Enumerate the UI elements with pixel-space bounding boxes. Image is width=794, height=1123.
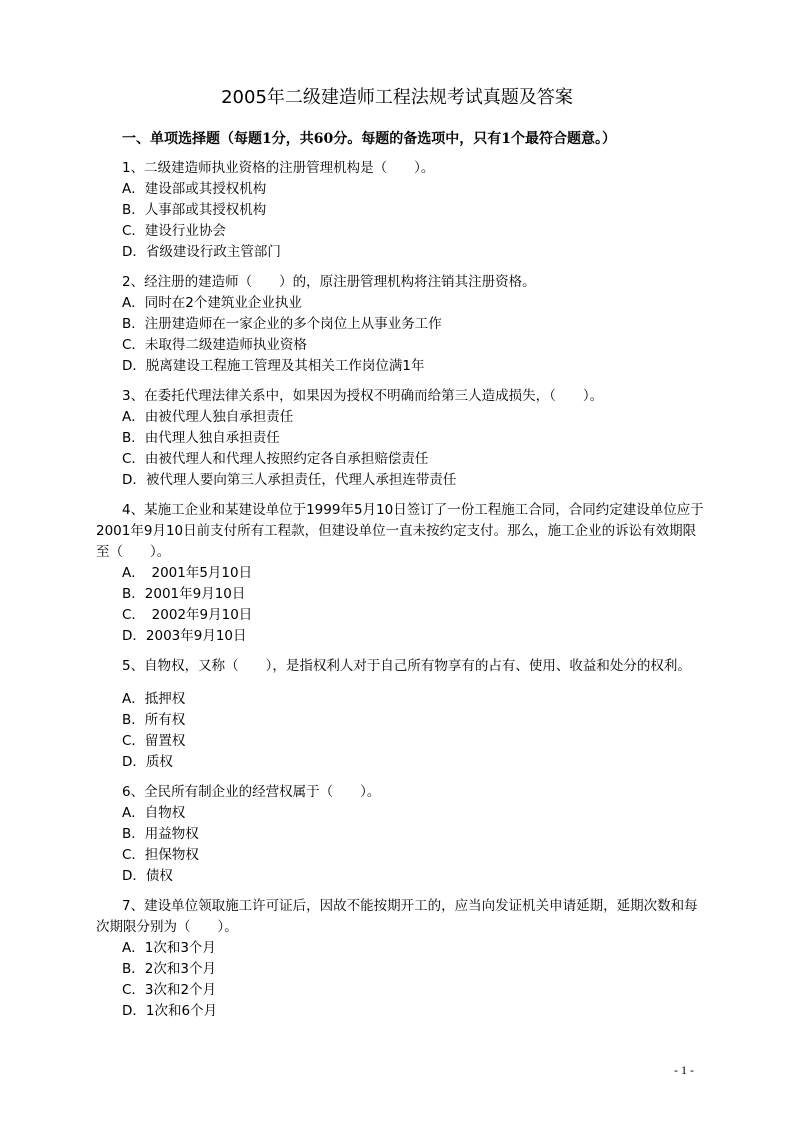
question-5 [96, 656, 706, 773]
option-d: D．质权 [122, 754, 173, 770]
question-3 [96, 386, 706, 491]
option-a: A． 2001年5月10日 [122, 565, 253, 581]
option-list [96, 689, 706, 773]
option-a: A．1次和3个月 [122, 940, 216, 956]
option-d: D．省级建设行政主管部门 [122, 244, 281, 260]
option-b: B．2次和3个月 [122, 961, 216, 977]
option-c: C． 2002年9月10日 [122, 607, 253, 623]
page-number: - 1 - [674, 1063, 694, 1077]
option-b: B．注册建造师在一家企业的多个岗位上从事业务工作 [122, 316, 442, 332]
document-title: 2005年二级建造师工程法规考试真题及答案 [221, 87, 573, 108]
question-4 [96, 500, 706, 647]
option-list [96, 803, 706, 887]
option-list [96, 563, 706, 647]
option-b: B．2001年9月10日 [122, 586, 246, 602]
option-b: B．用益物权 [122, 826, 199, 842]
question-1 [96, 158, 706, 263]
section-heading: 一、单项选择题（每题1分，共60分。每题的备选项中，只有1个最符合题意。） [122, 131, 616, 147]
option-list [96, 407, 706, 491]
question-stem: 2、经注册的建造师（ ）的，原注册管理机构将注销其注册资格。 [122, 274, 536, 290]
option-d: D．被代理人要向第三人承担责任，代理人承担连带责任 [122, 472, 457, 488]
option-c: C．未取得二级建造师执业资格 [122, 337, 307, 353]
option-b: B．由代理人独自承担责任 [122, 430, 280, 446]
option-c: C．担保物权 [122, 847, 199, 863]
question-stem: 4、某施工企业和某建设单位于1999年5月10日签订了一份工程施工合同，合同约定建设单位应于2001年9月10日前支付所有工程款，但建设单位一直未按约定支付。那么，施工企业的诉讼有效期限至（ ）。 [96, 502, 704, 560]
option-c: C．建设行业协会 [122, 223, 226, 239]
question-stem: 7、建设单位领取施工许可证后，因故不能按期开工的，应当向发证机关申请延期，延期次数和每次期限分别为（ ）。 [96, 898, 698, 935]
option-c: C．留置权 [122, 733, 186, 749]
option-d: D．脱离建设工程施工管理及其相关工作岗位满1年 [122, 358, 425, 374]
option-a: A．同时在2个建筑业企业执业 [122, 295, 302, 311]
option-list [96, 293, 706, 377]
option-a: A．建设部或其授权机构 [122, 181, 267, 197]
question-stem: 5、自物权，又称（ ），是指权利人对于自己所有物享有的占有、使用、收益和处分的权利。 [122, 658, 691, 674]
option-list [96, 179, 706, 263]
option-a: A．由被代理人独自承担责任 [122, 409, 294, 425]
option-d: D．1次和6个月 [122, 1003, 218, 1019]
option-list [96, 938, 706, 1022]
question-2 [96, 272, 706, 377]
option-a: A．自物权 [122, 805, 186, 821]
option-d: D．债权 [122, 868, 173, 884]
question-6 [96, 782, 706, 887]
option-b: B．所有权 [122, 712, 186, 728]
question-stem: 1、二级建造师执业资格的注册管理机构是（ ）。 [122, 160, 435, 176]
question-stem: 6、全民所有制企业的经营权属于（ ）。 [122, 784, 381, 800]
option-a: A．抵押权 [122, 691, 186, 707]
option-c: C．3次和2个月 [122, 982, 217, 998]
option-b: B．人事部或其授权机构 [122, 202, 267, 218]
question-list [96, 158, 706, 1031]
question-7 [96, 896, 706, 1022]
option-d: D．2003年9月10日 [122, 628, 247, 644]
question-stem: 3、在委托代理法律关系中，如果因为授权不明确而给第三人造成损失，（ ）。 [122, 388, 604, 404]
option-c: C．由被代理人和代理人按照约定各自承担赔偿责任 [122, 451, 429, 467]
